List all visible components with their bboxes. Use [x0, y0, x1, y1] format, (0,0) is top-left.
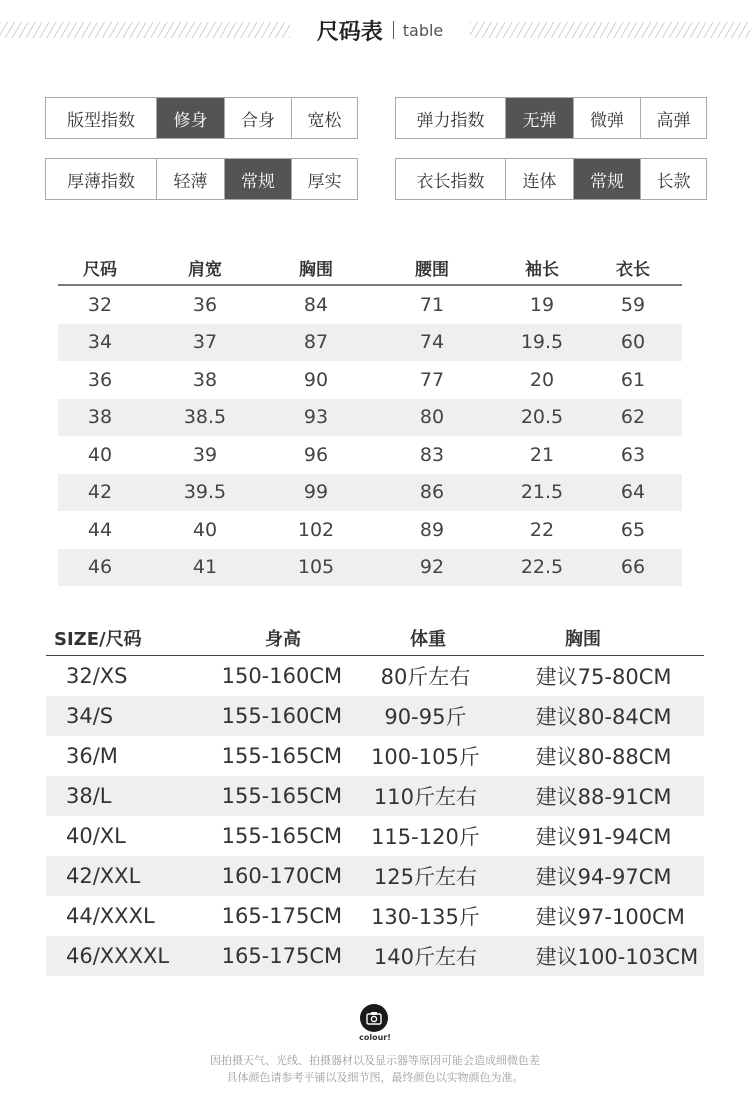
table-cell: 20.5	[520, 406, 564, 429]
thickness-index-label: 厚薄指数	[67, 171, 135, 192]
table-cell: 74	[419, 331, 445, 354]
table-cell: 37	[192, 331, 218, 354]
header-height: 身高	[265, 628, 301, 650]
table-cell: 38.5	[183, 406, 227, 429]
header-sleeve: 袖长	[525, 259, 559, 280]
table-cell: 21	[529, 443, 555, 466]
header-weight: 体重	[410, 628, 446, 650]
table-row	[58, 399, 682, 437]
table-cell: 41	[192, 556, 218, 579]
table-cell: 建议75-80CM	[535, 665, 672, 689]
table-row	[58, 361, 682, 399]
table-cell: 80斤左右	[380, 665, 471, 689]
table-cell: 155-160CM	[221, 704, 343, 728]
length-option-onepiece: 连体	[505, 159, 573, 199]
table-cell: 90-95斤	[384, 705, 467, 729]
table-cell: 115-120斤	[371, 825, 480, 849]
table-row	[46, 656, 704, 696]
table-cell: 19.5	[520, 331, 564, 354]
thickness-option-thick: 厚实	[291, 159, 357, 199]
table-cell: 80	[419, 406, 445, 429]
table-cell: 110斤左右	[373, 785, 477, 809]
table-cell: 38	[87, 406, 113, 429]
fit-option-regular: 合身	[224, 98, 291, 138]
table-cell: 40/XL	[66, 824, 126, 848]
table-row	[58, 549, 682, 587]
length-option-long: 长款	[640, 159, 706, 199]
table-cell: 32/XS	[66, 664, 128, 688]
table-cell: 21.5	[520, 481, 564, 504]
fit-option-loose: 宽松	[291, 98, 357, 138]
table-cell: 87	[303, 331, 329, 354]
title-divider	[393, 21, 394, 39]
table-cell: 40	[192, 518, 218, 541]
title-sub: table	[402, 20, 444, 40]
stretch-index	[395, 97, 707, 139]
table-cell: 20	[529, 368, 555, 391]
table-cell: 90	[303, 368, 329, 391]
table-cell: 99	[303, 481, 329, 504]
title-main: 尺码表	[316, 19, 383, 45]
table-cell: 62	[620, 406, 646, 429]
table-row	[46, 856, 704, 896]
table-cell: 130-135斤	[371, 905, 480, 929]
table-cell: 34/S	[66, 704, 114, 728]
table-row	[46, 936, 704, 976]
table-cell: 92	[419, 556, 445, 579]
table-cell: 46/XXXXL	[66, 944, 170, 968]
table-row	[46, 696, 704, 736]
table-cell: 66	[620, 556, 646, 579]
table-header	[46, 620, 704, 656]
table-cell: 59	[620, 293, 646, 316]
table-cell: 建议80-84CM	[535, 705, 672, 729]
table-cell: 42	[87, 481, 113, 504]
table-cell: 22.5	[520, 556, 564, 579]
table-cell: 165-175CM	[221, 944, 343, 968]
table-cell: 建议94-97CM	[535, 865, 672, 889]
table-cell: 建议88-91CM	[535, 785, 672, 809]
table-cell: 39.5	[183, 481, 227, 504]
fit-option-slim: 修身	[156, 98, 224, 138]
color-disclaimer-line1: 因拍摄天气、光线、拍摄器材以及显示器等原因可能会造成细微色差	[210, 1054, 540, 1067]
table-row	[58, 474, 682, 512]
table-row	[58, 436, 682, 474]
table-cell: 160-170CM	[221, 864, 343, 888]
table-row	[58, 324, 682, 362]
table-cell: 155-165CM	[221, 744, 343, 768]
table-cell: 65	[620, 518, 646, 541]
stretch-option-slight: 微弹	[573, 98, 640, 138]
table-cell: 89	[419, 518, 445, 541]
header-chest: 胸围	[299, 259, 333, 280]
table-cell: 38	[192, 368, 218, 391]
table-cell: 46	[87, 556, 113, 579]
table-cell: 140斤左右	[373, 945, 477, 969]
length-index-label: 衣长指数	[416, 171, 485, 192]
table-header	[58, 250, 682, 286]
header-size: SIZE/尺码	[54, 628, 142, 650]
header-waist: 腰围	[415, 259, 449, 280]
header-chest: 胸围	[565, 628, 601, 650]
table-cell: 165-175CM	[221, 904, 343, 928]
table-cell: 102	[297, 518, 335, 541]
colour-label: colour!	[359, 1033, 391, 1042]
table-cell: 36/M	[66, 744, 118, 768]
table-cell: 建议97-100CM	[535, 905, 685, 929]
table-cell: 44/XXXL	[66, 904, 155, 928]
table-cell: 建议80-88CM	[535, 745, 672, 769]
table-cell: 71	[419, 293, 445, 316]
table-cell: 39	[192, 443, 218, 466]
fit-index-label: 版型指数	[67, 110, 135, 131]
table-cell: 61	[620, 368, 646, 391]
table-cell: 60	[620, 331, 646, 354]
table-cell: 150-160CM	[221, 664, 343, 688]
header-length: 衣长	[616, 259, 650, 280]
thickness-option-regular: 常规	[224, 159, 291, 199]
table-row	[58, 286, 682, 324]
table-cell: 155-165CM	[221, 824, 343, 848]
header-decor-left	[0, 22, 290, 38]
header-shoulder: 肩宽	[188, 259, 222, 280]
camera-icon	[360, 1004, 388, 1032]
table-cell: 建议91-94CM	[535, 825, 672, 849]
table-row	[46, 736, 704, 776]
table-cell: 38/L	[66, 784, 112, 808]
length-option-regular: 常规	[573, 159, 640, 199]
header-size: 尺码	[83, 259, 117, 280]
page-title	[300, 14, 460, 46]
table-cell: 19	[529, 293, 555, 316]
table-cell: 36	[87, 368, 113, 391]
table-cell: 100-105斤	[371, 745, 480, 769]
table-cell: 86	[419, 481, 445, 504]
table-cell: 22	[529, 518, 555, 541]
table-cell: 125斤左右	[373, 865, 477, 889]
table-cell: 44	[87, 518, 113, 541]
table-cell: 93	[303, 406, 329, 429]
thickness-option-thin: 轻薄	[156, 159, 224, 199]
length-index	[395, 158, 707, 200]
stretch-option-none: 无弹	[505, 98, 573, 138]
table-cell: 84	[303, 293, 329, 316]
table-row	[46, 816, 704, 856]
table-cell: 64	[620, 481, 646, 504]
table-row	[58, 511, 682, 549]
stretch-option-high: 高弹	[640, 98, 706, 138]
table-cell: 32	[87, 293, 113, 316]
color-disclaimer-line2: 具体颜色请参考平铺以及细节图，最终颜色以实物颜色为准。	[226, 1071, 524, 1084]
table-cell: 40	[87, 443, 113, 466]
stretch-index-label: 弹力指数	[416, 110, 485, 131]
fit-index	[45, 97, 358, 139]
table-cell: 63	[620, 443, 646, 466]
table-cell: 83	[419, 443, 445, 466]
table-cell: 建议100-103CM	[535, 945, 699, 969]
measurement-table	[58, 250, 682, 586]
header-decor-right	[470, 22, 750, 38]
table-row	[46, 776, 704, 816]
table-cell: 105	[297, 556, 335, 579]
table-cell: 77	[419, 368, 445, 391]
table-cell: 155-165CM	[221, 784, 343, 808]
table-cell: 36	[192, 293, 218, 316]
table-cell: 42/XXL	[66, 864, 141, 888]
size-recommendation-table	[46, 620, 704, 976]
table-row	[46, 896, 704, 936]
table-cell: 34	[87, 331, 113, 354]
table-cell: 96	[303, 443, 329, 466]
thickness-index	[45, 158, 358, 200]
